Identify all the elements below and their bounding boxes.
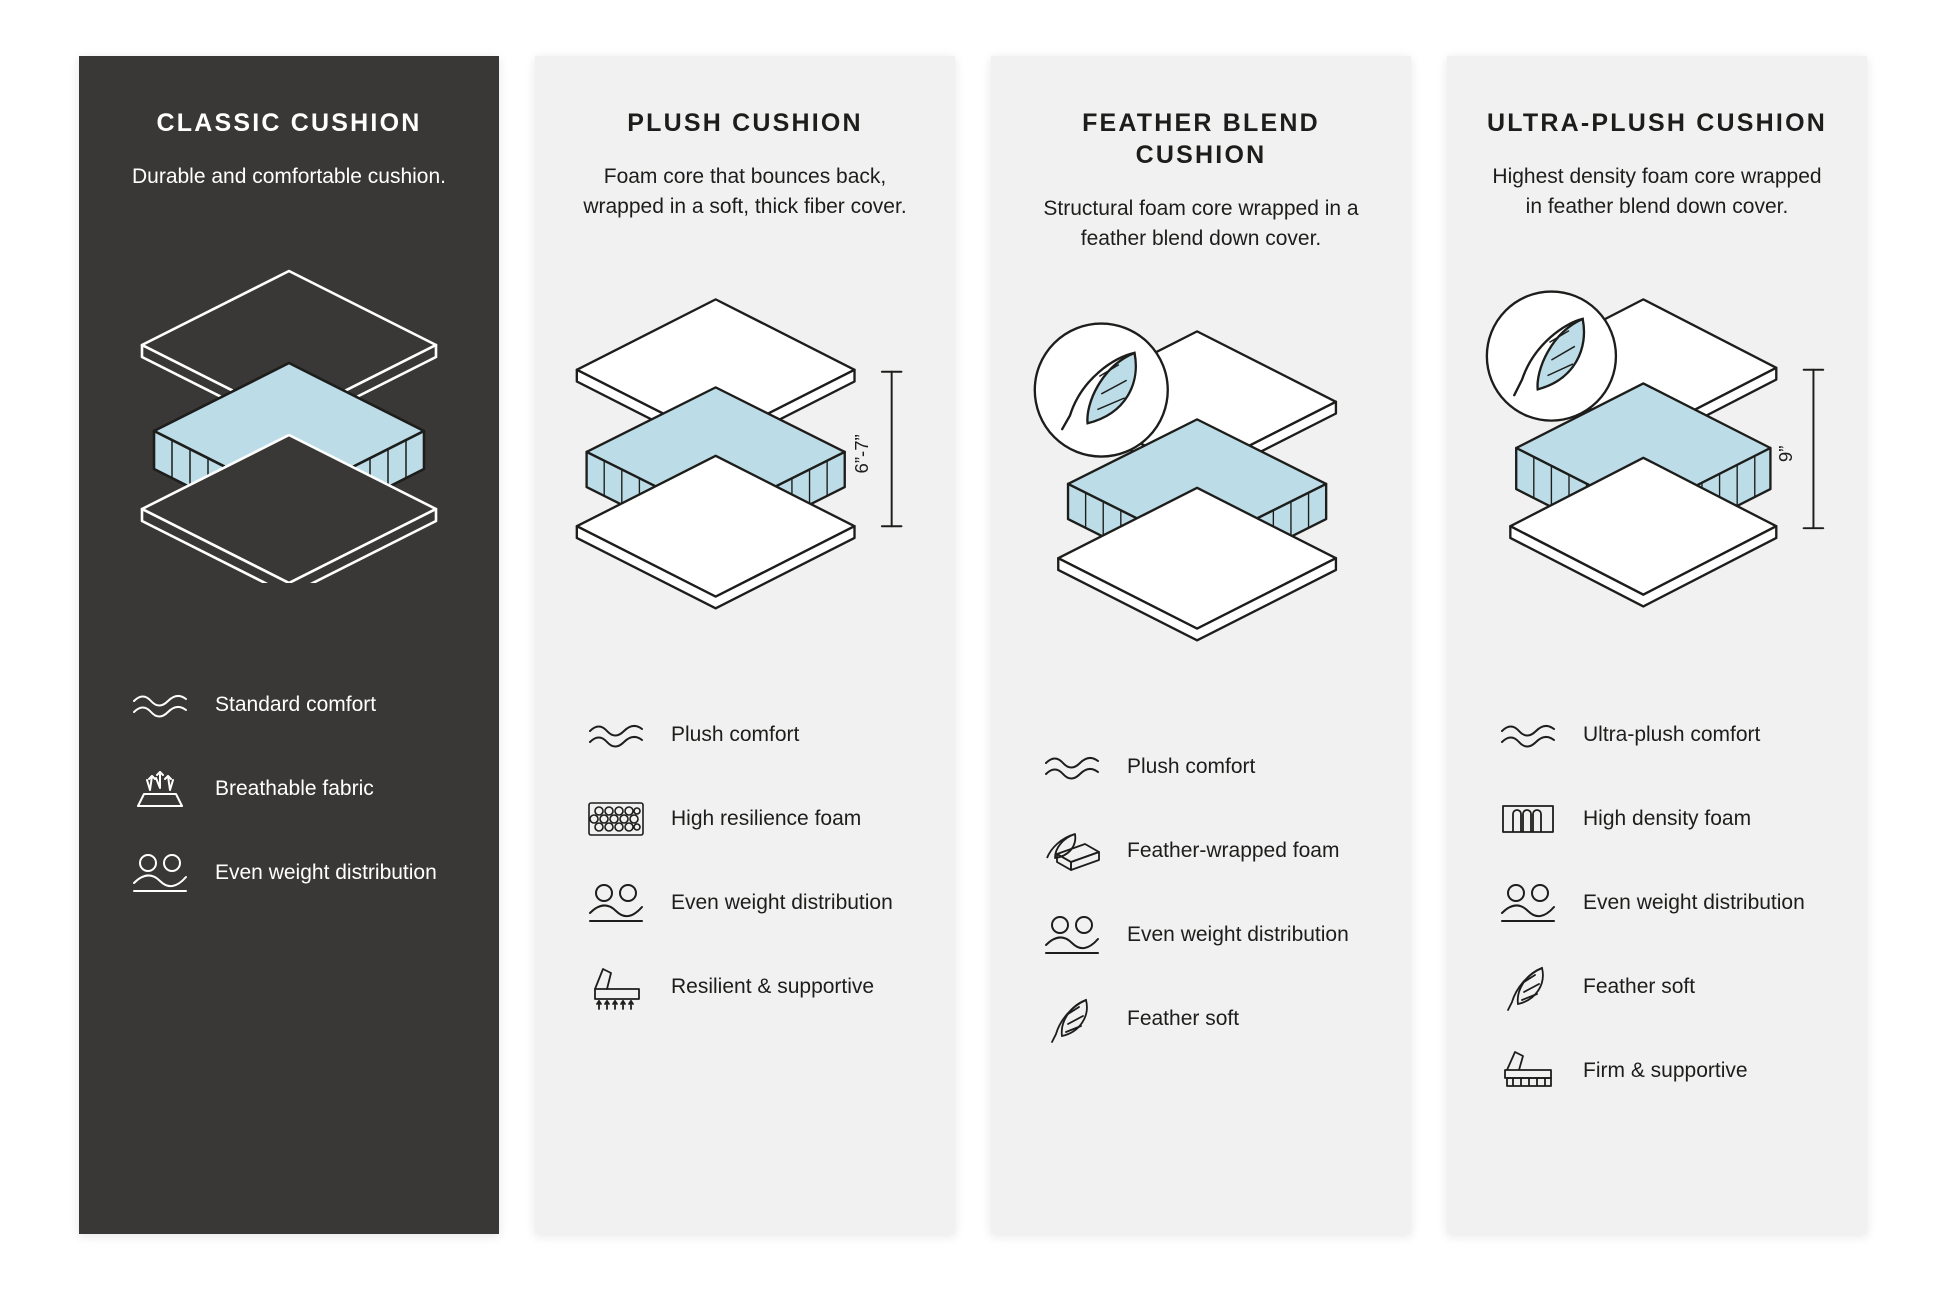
feature-item <box>1495 706 1833 764</box>
feature-label: Ultra-plush comfort <box>1583 722 1761 746</box>
card-description: Highest density foam core wrapped in feather blend down cover. <box>1492 164 1822 218</box>
feature-label: Feather-wrapped foam <box>1127 838 1340 862</box>
cushion-layers-illustration <box>1025 280 1377 680</box>
feature-label: Feather soft <box>1127 1006 1240 1030</box>
feature-item <box>1039 990 1377 1048</box>
feature-item <box>1495 874 1833 932</box>
supportive-seat-icon <box>583 958 649 1016</box>
feature-list <box>569 706 921 1016</box>
feature-item <box>1039 822 1377 880</box>
feature-label: Even weight distribution <box>671 890 893 914</box>
feature-label: High density foam <box>1583 806 1752 830</box>
feather-badge-icon <box>1487 291 1616 420</box>
feature-item <box>127 844 465 902</box>
cushion-layers-illustration <box>569 248 921 648</box>
feature-label: Feather soft <box>1583 974 1696 998</box>
feature-item <box>127 676 465 734</box>
feature-list <box>1025 738 1377 1048</box>
cushion-layers-illustration <box>1481 248 1833 648</box>
feature-item <box>127 760 465 818</box>
feature-item <box>583 790 921 848</box>
feature-item <box>1495 958 1833 1016</box>
feature-item <box>583 706 921 764</box>
firm-supportive-icon <box>1495 1042 1561 1100</box>
wave-lines-icon <box>127 676 193 734</box>
weight-distribution-icon <box>1039 906 1105 964</box>
wave-lines-icon <box>1039 738 1105 796</box>
feature-list <box>1481 706 1833 1100</box>
card-title: CLASSIC CUSHION <box>156 109 422 137</box>
breathable-fabric-icon <box>127 760 193 818</box>
feather-icon <box>1039 990 1105 1048</box>
card-description: Durable and comfortable cushion. <box>131 164 446 188</box>
weight-distribution-icon <box>1495 874 1561 932</box>
weight-distribution-icon <box>127 844 193 902</box>
feather-wrapped-foam-icon <box>1039 822 1105 880</box>
feather-icon <box>1495 958 1561 1016</box>
dimension-label: 9” <box>1774 445 1796 462</box>
wave-lines-icon <box>1495 706 1561 764</box>
feature-item <box>1039 906 1377 964</box>
feature-item <box>583 958 921 1016</box>
card-description: Structural foam core wrapped in a feather blend down cover. <box>1043 196 1359 250</box>
feather-badge-icon <box>1035 323 1168 456</box>
feature-item <box>1495 790 1833 848</box>
card-title: ULTRA-PLUSH CUSHION <box>1487 109 1827 137</box>
feature-item <box>583 874 921 932</box>
wave-lines-icon <box>583 706 649 764</box>
feature-list <box>113 676 465 902</box>
feature-label: Breathable fabric <box>215 776 374 800</box>
card-plush-cushion <box>535 56 955 1234</box>
feature-label: Plush comfort <box>1127 754 1256 778</box>
card-classic-cushion <box>79 56 499 1234</box>
feature-label: Even weight distribution <box>1127 922 1349 946</box>
weight-distribution-icon <box>583 874 649 932</box>
feature-label: Plush comfort <box>671 722 800 746</box>
high-density-foam-icon <box>1495 790 1561 848</box>
card-description: Foam core that bounces back, wrapped in a soft, thick fiber cover. <box>583 164 907 218</box>
feature-label: Firm & supportive <box>1583 1058 1748 1082</box>
honeycomb-foam-icon <box>583 790 649 848</box>
card-title: FEATHER BLEND CUSHION <box>1082 109 1320 169</box>
cushion-layers-illustration <box>113 218 465 618</box>
feature-label: Even weight distribution <box>215 860 437 884</box>
card-title: PLUSH CUSHION <box>627 109 863 137</box>
dimension-label: 6”-7” <box>851 434 873 474</box>
feature-label: Resilient & supportive <box>671 974 875 998</box>
feature-label: Standard comfort <box>215 692 377 716</box>
card-feather-blend-cushion <box>991 56 1411 1234</box>
feature-label: Even weight distribution <box>1583 890 1805 914</box>
feature-label: High resilience foam <box>671 806 862 830</box>
feature-item <box>1039 738 1377 796</box>
feature-item <box>1495 1042 1833 1100</box>
card-ultra-plush-cushion <box>1447 56 1867 1234</box>
